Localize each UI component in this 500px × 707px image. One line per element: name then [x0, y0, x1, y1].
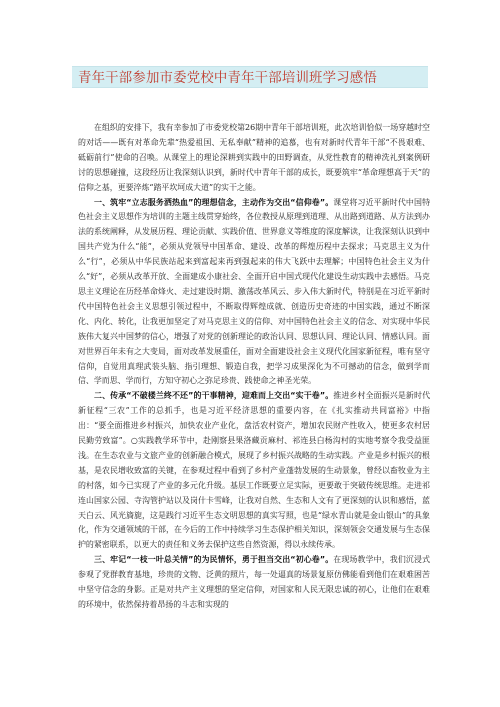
document-title: 青年干部参加市委党校中青年干部培训班学习感悟: [78, 71, 377, 86]
paragraph-text: 推进乡村全面振兴是新时代新征程“三农”工作的总抓手，也是习近平经济思想的重要内容，在《扎实推动共同富裕》中指出：“要全面推进乡村振兴，加快农业产业化，盘活农村资产，增加农民财产性收入，使更多农村居民勤劳致富”。○实践教学环节中，赴刚察县果洛藏贡麻村、祁连县白杨沟村的实地考察令我受益匪浅。在生态农业与文旅产业的创新融合模式，展现了乡村振兴战略的生动实践。产业是乡村振兴的根基，是农民增收致富的关键，在参观过程中看到了乡村产业蓬勃发展的生动景象，曾经以畜牧业为主的村落，如今已实现了产业的多元化升级。基层工作既要立足实际，更要敢于突破传统思维。走进祁连山国家公园、寺沟管护站以及岗什卡雪峰，让我对自然、生态和人文有了更深刻的认识和感悟，蓝天白云、风光旖旎，这是践行习近平生态文明思想的真实写照，也是“绿水青山就是金山银山”的具象化，作为交通领域的干部，在今后的工作中持续学习生态保护相关知识，深刻领会交通发展与生态保护的紧密联系，以更大的责任和义务去保护这些自然资源，得以永续传承。: [78, 391, 431, 550]
paragraph-intro: [78, 121, 430, 196]
paragraph-section-3: [78, 553, 430, 613]
paragraph-section-2: [78, 389, 430, 553]
paragraph-text: 课堂将习近平新时代中国特色社会主义思想作为培训的主题主线贯穿始终，各位教授从原理到道理、从出路到道路、从方法到办法的系统阐释，从发展历程、理论贡献、实践价值、世界意义等维度的深度解读，让我深刻认识到中国共产党为什么“能”，必须从党领导中国革命、建设、改革的辉煌历程中去探求；马克思主义为什么“行”，必须从中华民族站起来到富起来再到强起来的伟大飞跃中去理解；中国特色社会主义为什么“好”，必须从改革开放、全面建成小康社会、全面开启中国式现代化建设生动实践中去感悟。马克思主义理论在历经革命烽火、走过建设时期、激荡改革风云、步入伟大新时代，特别是在习近平新时代中国特色社会主义思想引领过程中，不断取得辉煌成就、创造历史奇迹的中国实践，通过不断深化、内化、转化，让我更加坚定了对马克思主义的信仰、对中国特色社会主义的信念、对实现中华民族伟大复兴中国梦的信心，增强了对党的创新理论的政治认同、思想认同、理论认同、情感认同。面对世界百年未有之大变局，面对改革发展重任，面对全面建设社会主义现代化国家新征程，唯有坚守信仰，自觉用真理武装头脑、指引理想、锻造自我，把学习成果深化为不可撼动的信念，做到学而信、学而思、学而行，方知守初心之弥足珍贵、践使命之神圣光荣。: [78, 197, 431, 386]
section-heading: 三、牢记“一枝一叶总关情”的为民情怀，勇于担当交出“初心卷”。: [94, 555, 334, 565]
section-heading: 一、筑牢“立志服务洒热血”的理想信念，主动作为交出“信仰卷”。: [94, 197, 334, 207]
paragraph-text: 在组织的安排下，我有幸参加了市委党校第26期中青年干部培训班，此次培训恰似一场穿越时空的对话——既有对革命先辈“热爱祖国、无私奉献”精神的追慕，也有对新时代青年干部“不畏艰难、砥砺前行”使命的召唤。从课堂上的理论深耕到实践中的田野调查，从党性教育的精神洗礼到案例研讨的思想碰撞，这段经历让我深刻认识到，新时代中青年干部的成长，既要筑牢“革命理想高于天”的信仰之基，更要淬炼“踏平坎坷成大道”的实干之能。: [78, 123, 430, 192]
paragraph-section-1: [78, 196, 430, 390]
document-body: [78, 121, 430, 613]
section-heading: 二、传承“不破楼兰终不还”的干事精神，迎难而上交出“实干卷”。: [94, 391, 334, 401]
paragraph-text: 在现场教学中，我们沉浸式参观了党群教育基地，珍贵的文物、泛黄的照片，每一处逼真的场景复原仿佛能看到他们在艰难困苦中坚守信念的身影。正是对共产主义理想的坚定信仰，对国家和人民无限忠诚的初心，让他们在艰难的环境中，依然保持着昂扬的斗志和实现的: [78, 555, 431, 609]
title-banner: [72, 66, 428, 88]
